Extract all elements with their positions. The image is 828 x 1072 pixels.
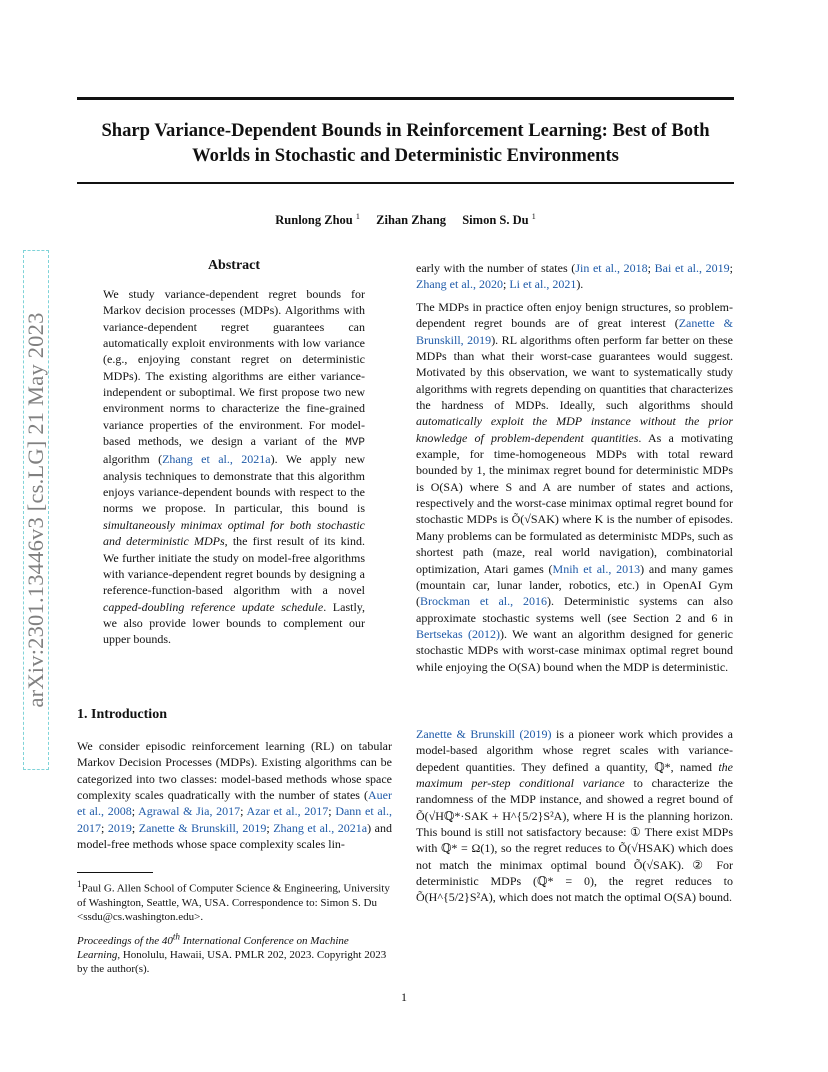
body-emphasis: automatically exploit the MDP instance without the prior knowledge of problem-dependent quantities (416, 414, 733, 445)
body-text: ). We want an algorithm designed for generic stochastic MDPs with worst-case minimax optimal regret bound while enjoying the O(SA) bound when the MDP is deterministic. (416, 626, 733, 674)
body-text: early with the number of states ( (416, 261, 576, 275)
citation-link[interactable]: Zanette & Brunskill, 2019 (416, 316, 734, 347)
page-number: 1 (401, 990, 407, 1004)
body-text: to characterize the randomness of the MDP instance, and showed a regret bound of Õ(√Hℚ*·SAK + H^{5/2}S²A), where H is the planning horizon. This bound is still not satisfactory because: ① There exist MDPs with ℚ* = Ω(1), so the regret reduces to Õ(√HSAK) which does not match the minimax optimal bound Õ(√SAK). ② For deterministic MDPs (ℚ* = 0), the regret reduces to Õ(H^{5/2}S²A), which does not match the optimal O(SA) bound. (416, 776, 734, 905)
footnote (77, 877, 392, 925)
body-text: ). (576, 277, 584, 292)
affiliation-mark: 1 (355, 212, 360, 221)
abstract-text: , the first result of its kind. We further initiate the study on model-free algorithms with variance-dependent regret bounds by designing a reference-function-based algorithm with a novel (103, 534, 365, 598)
footnote-text: Paul G. Allen School of Computer Science & Engineering, University of Washington, Seattle, WA, USA. Correspondence to: Simon S. Du <ssdu@cs.washington.edu>. (77, 882, 390, 924)
algorithm-name: MVP (345, 437, 365, 450)
body-text: ). RL algorithms often perform far better on these MDPs than what their worst-case guarantees would suggest. Motivated by this observation, we want to systematically study algorithms with regrets depending on quantities that characterizes the hardness of MDPs. Ideally, such algorithms should (416, 332, 734, 413)
abstract-text: . Lastly, we also provide lower bounds to complement our upper bounds. (103, 599, 366, 647)
abstract-emphasis: simultaneously minimax optimal for both stochastic and deterministic MDPs (103, 517, 365, 549)
citation-link[interactable]: Zhang et al., 2021a (273, 820, 368, 835)
proceedings-note (77, 929, 392, 977)
abstract-text: We study variance-dependent regret bounds for Markov decision processes (MDPs). Algorithms with variance-dependent regret guarantees can automatically exploit environments with low variance (e.g., enjoying constant regret on deterministic MDPs). The existing algorithms are either variance-independent or suboptimal. We first propose two new environment norms to characterize the fine-grained variance properties of the environment. For model-based methods, we design a variant of the (103, 287, 365, 449)
citation-link[interactable]: Zhang et al., 2021a (162, 452, 271, 467)
title-top-rule (77, 97, 734, 100)
abstract-text: ). We apply new analysis techniques to demonstrate that this algorithm enjoys variance-dependent bounds with respect to the norms we propose. In particular, this bound is (103, 452, 366, 516)
proceedings-superscript: th (172, 931, 180, 941)
body-text: ; (647, 261, 655, 275)
abstract-body (103, 286, 365, 648)
proceedings-text: Proceedings of the 40 (77, 934, 173, 947)
title-line-1: Sharp Variance-Dependent Bounds in Reinforcement Learning: Best of Both (101, 120, 710, 141)
arxiv-stamp-text: arXiv:2301.13446v3 [cs.LG] 21 May 2023 (23, 312, 48, 708)
intro-text: ; (328, 804, 336, 819)
right-paragraph-1 (416, 260, 733, 293)
citation-link[interactable]: Brockman et al., 2016 (420, 594, 548, 609)
abstract-text: algorithm ( (103, 452, 163, 467)
body-text: ; (502, 277, 510, 292)
affiliation-mark: 1 (531, 212, 536, 221)
intro-text: We consider episodic reinforcement learning (RL) on tabular Markov Decision Processes (MDPs). Existing algorithms can be categorized into two classes: model-based methods whose space complexity scales quadratically with the number of states ( (77, 739, 392, 803)
abstract-emphasis: capped-doubling reference update schedule (103, 599, 324, 614)
body-text: The MDPs in practice often enjoy benign structures, so problem-dependent regret bounds are of great interest ( (416, 300, 733, 331)
citation-link[interactable]: Zanette & Brunskill, 2019 (138, 820, 267, 835)
intro-text: ; (101, 820, 108, 835)
citation-link[interactable]: Dann et al., 2017 (77, 804, 393, 835)
arxiv-stamp (23, 250, 49, 770)
citation-link[interactable]: Jin et al., 2018 (575, 261, 648, 275)
proceedings-text: International Conference on Machine Learning (77, 934, 349, 961)
author-name: Zihan Zhang (376, 213, 446, 228)
intro-text: ; (131, 820, 139, 835)
section-heading-introduction: 1. Introduction (77, 707, 167, 722)
citation-link[interactable]: Mnih et al., 2013 (552, 561, 641, 576)
intro-text: ; (266, 820, 274, 835)
body-text: ) and many games (mountain car, lunar lander, robotics, etc.) in OpenAI Gym ( (416, 561, 734, 609)
intro-text: ; (240, 804, 247, 819)
citation-link[interactable]: Agrawal & Jia, 2017 (138, 804, 241, 819)
citation-link[interactable]: 2019 (107, 820, 132, 835)
title-bottom-rule (77, 182, 734, 184)
title-line-2: Worlds in Stochastic and Deterministic Environments (192, 145, 619, 166)
intro-text: ) and model-free methods whose space complexity scales lin- (77, 820, 392, 852)
author-list (77, 212, 734, 228)
paper-title (77, 118, 734, 168)
abstract-heading: Abstract (207, 258, 261, 273)
citation-link[interactable]: Bai et al., 2019 (654, 261, 730, 275)
body-emphasis: the maximum per-step conditional variance (416, 759, 733, 791)
intro-text: ; (131, 804, 139, 819)
citation-link[interactable]: Zhang et al., 2020 (416, 277, 503, 292)
right-paragraph-3 (416, 726, 733, 906)
citation-link[interactable]: Li et al., 2021 (509, 277, 577, 292)
citation-link[interactable]: Azar et al., 2017 (246, 804, 329, 819)
footnote-mark: 1 (77, 879, 82, 889)
body-text: ). Deterministic systems can also approximate stochastic systems well (see Section 2 and 6 in (416, 594, 733, 625)
body-text: . As a motivating example, for time-homogeneous MDPs with total reward bounded by 1, the minimax regret bound for deterministic MDPs is O(SA) where S and A are number of states and actions, respectively and the worst-case minimax optimal regret bound for stochastic MDPs is Õ(√SAK) where K is the number of episodes. Many problems can be formulated as deterministc MDPs, such as shortest path (maze, real world navigation), combinatorial optimization, Atari games ( (416, 430, 733, 576)
author-name: Runlong Zhou (275, 213, 353, 228)
footnote-rule (77, 872, 153, 873)
body-text: is a pioneer work which provides a model-based algorithm whose regret scales with variance-depedent quantities. They defined a quantity, ℚ*, named (416, 727, 733, 774)
citation-link[interactable]: Zanette & Brunskill (2019) (416, 727, 552, 741)
introduction-body (77, 738, 392, 852)
right-paragraph-2 (416, 299, 733, 675)
citation-link[interactable]: Bertsekas (2012) (416, 626, 500, 641)
body-text: ; (729, 261, 734, 275)
proceedings-text: , Honolulu, Hawaii, USA. PMLR 202, 2023. Copyright 2023 by the author(s). (77, 948, 387, 976)
author-name: Simon S. Du (462, 213, 529, 228)
citation-link[interactable]: Auer et al., 2008 (77, 788, 392, 819)
